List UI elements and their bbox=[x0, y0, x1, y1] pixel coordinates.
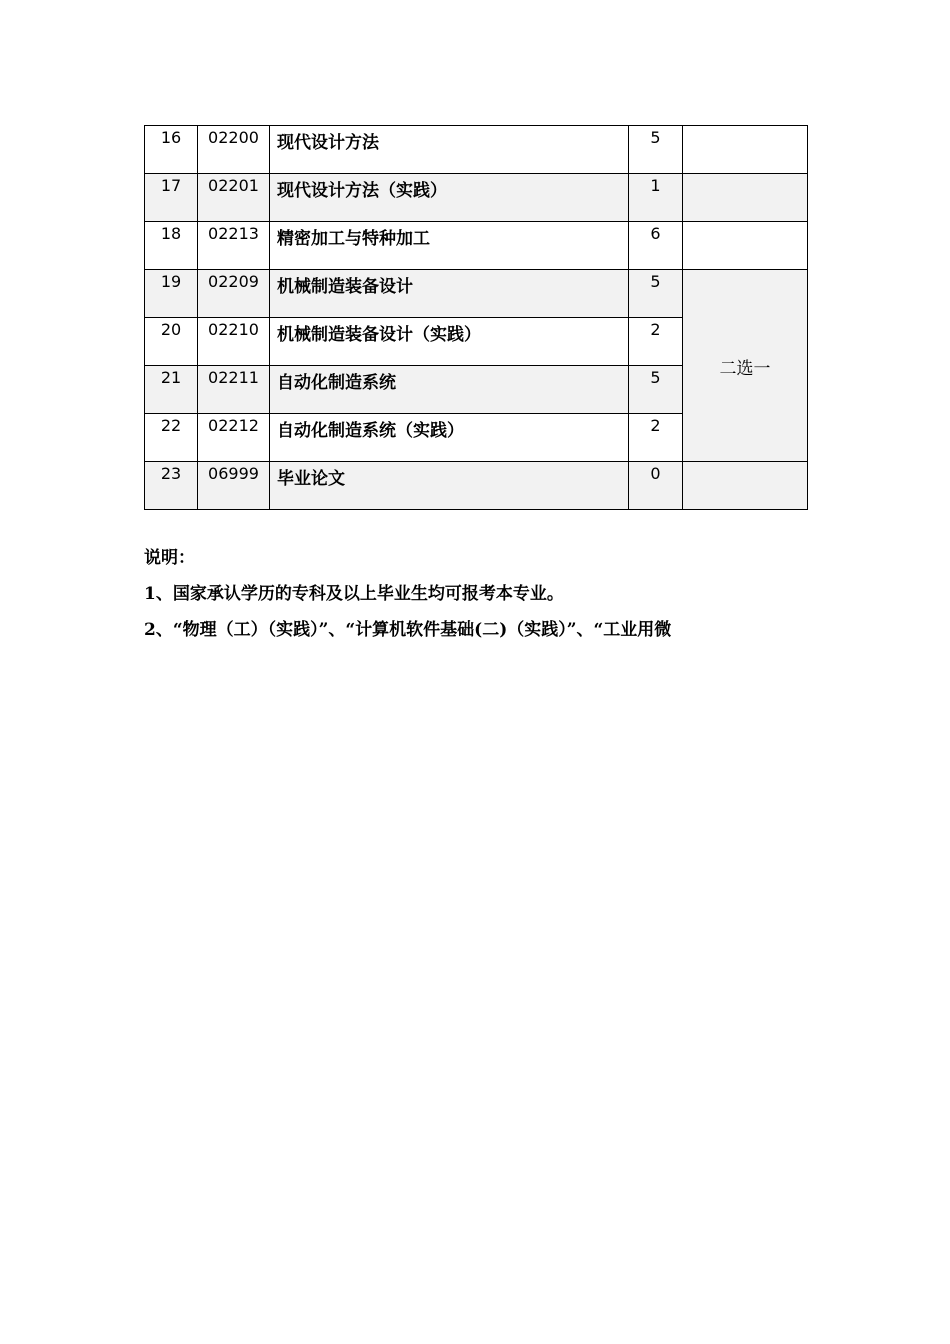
row-number: 17 bbox=[145, 174, 198, 222]
course-name: 现代设计方法 bbox=[270, 126, 629, 174]
group-remark: 二选一 bbox=[683, 270, 808, 462]
row-number: 19 bbox=[145, 270, 198, 318]
notes-section bbox=[144, 540, 824, 648]
notes-heading: 说明： bbox=[144, 548, 195, 568]
course-code: 02210 bbox=[198, 318, 270, 366]
table-row bbox=[145, 270, 808, 318]
table-row bbox=[145, 126, 808, 174]
row-number: 21 bbox=[145, 366, 198, 414]
course-name: 毕业论文 bbox=[270, 462, 629, 510]
course-credit: 0 bbox=[629, 462, 683, 510]
note-item: 1、国家承认学历的专科及以上毕业生均可报考本专业。 bbox=[144, 584, 564, 604]
remark-cell bbox=[683, 174, 808, 222]
course-code: 02213 bbox=[198, 222, 270, 270]
course-credit: 2 bbox=[629, 414, 683, 462]
row-number: 16 bbox=[145, 126, 198, 174]
remark-cell bbox=[683, 126, 808, 174]
row-number: 22 bbox=[145, 414, 198, 462]
course-code: 06999 bbox=[198, 462, 270, 510]
course-name: 机械制造装备设计 bbox=[270, 270, 629, 318]
table-row bbox=[145, 462, 808, 510]
course-code: 02200 bbox=[198, 126, 270, 174]
course-name: 精密加工与特种加工 bbox=[270, 222, 629, 270]
course-credit: 5 bbox=[629, 366, 683, 414]
row-number: 23 bbox=[145, 462, 198, 510]
course-name: 现代设计方法（实践） bbox=[270, 174, 629, 222]
course-name: 机械制造装备设计（实践） bbox=[270, 318, 629, 366]
course-table bbox=[144, 125, 808, 510]
course-code: 02209 bbox=[198, 270, 270, 318]
row-number: 18 bbox=[145, 222, 198, 270]
course-credit: 2 bbox=[629, 318, 683, 366]
course-credit: 6 bbox=[629, 222, 683, 270]
course-code: 02201 bbox=[198, 174, 270, 222]
table-row bbox=[145, 174, 808, 222]
course-code: 02211 bbox=[198, 366, 270, 414]
table-row bbox=[145, 222, 808, 270]
row-number: 20 bbox=[145, 318, 198, 366]
course-name: 自动化制造系统 bbox=[270, 366, 629, 414]
note-item: 2、“物理（工）（实践）”、“计算机软件基础(二)（实践）”、“工业用微 bbox=[144, 620, 672, 640]
course-code: 02212 bbox=[198, 414, 270, 462]
remark-cell bbox=[683, 222, 808, 270]
course-credit: 5 bbox=[629, 270, 683, 318]
course-credit: 1 bbox=[629, 174, 683, 222]
course-credit: 5 bbox=[629, 126, 683, 174]
remark-cell bbox=[683, 462, 808, 510]
course-name: 自动化制造系统（实践） bbox=[270, 414, 629, 462]
